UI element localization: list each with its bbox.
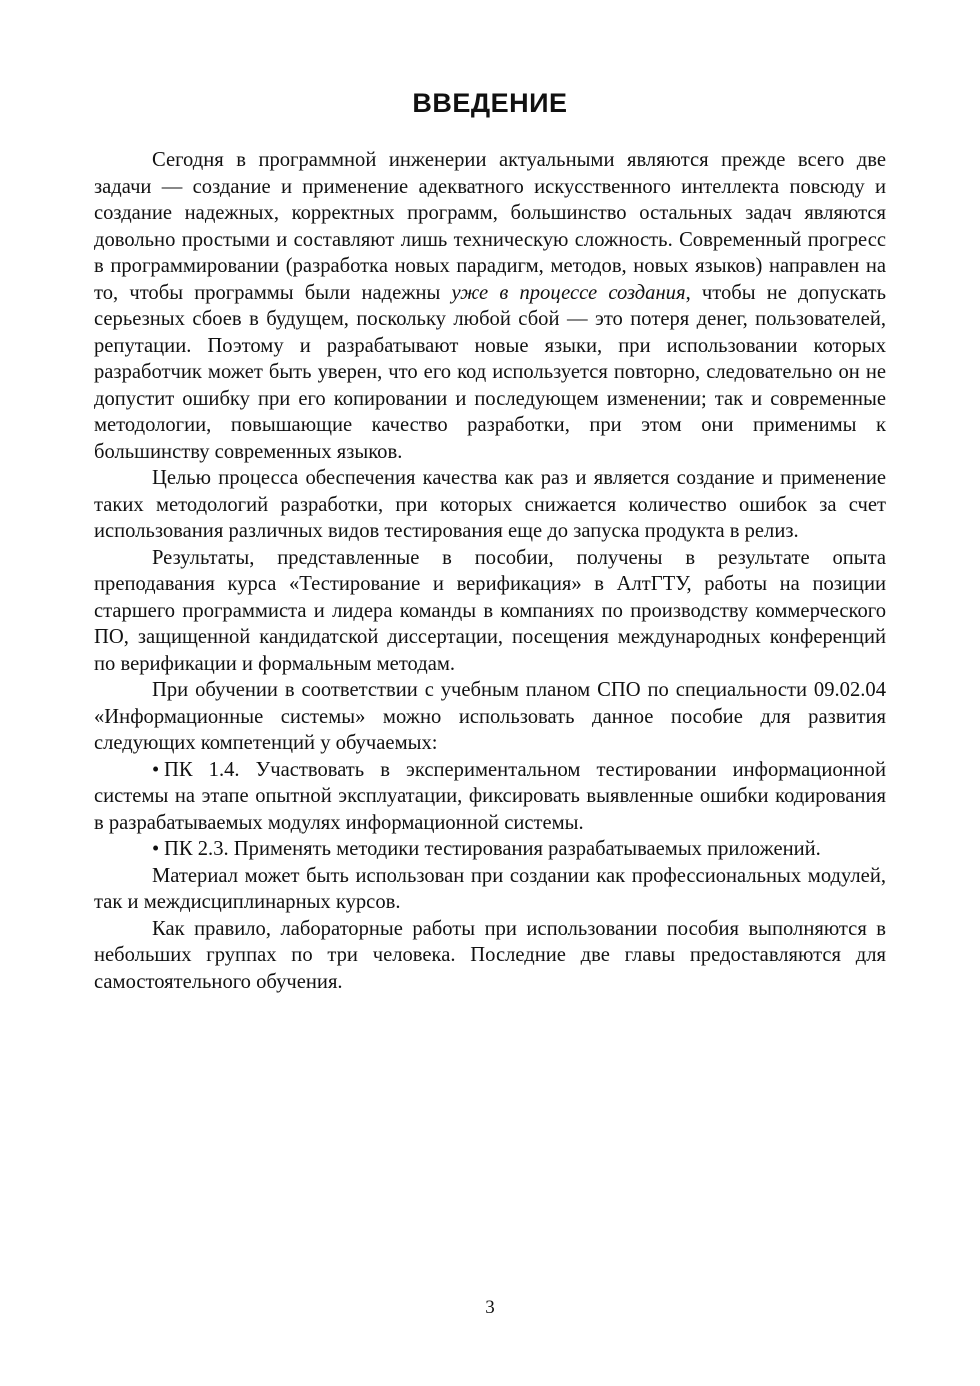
competency-text-1: ПК 1.4. Участвовать в экспериментальном тестировании информационной системы на этапе опытной эксплуатации, фиксировать выявленные ошибки кодирования в разрабатываемых модулях информационной системы. — [94, 758, 886, 834]
paragraph-intro-text-a: Сегодня в программной инженерии актуальными являются прежде всего две задачи — создание и применение адекватного искусственного интеллекта повсюду и создание надежных, корректных программ, большинство остальных задач являются довольно простыми и составляют лишь техническую сложность. Современный прогресс в программировании (разработка новых парадигм, методов, новых языков) направлен на то, чтобы программы были надежны — [94, 149, 886, 304]
competency-item-1 — [94, 757, 886, 837]
paragraph-lab-work: Как правило, лабораторные работы при использовании пособия выполняются в небольших группах по три человека. Последние две главы предоставляются для самостоятельного обучения. — [94, 917, 886, 993]
page-title: ВВЕДЕНИЕ — [412, 88, 568, 118]
competency-item-2 — [94, 836, 886, 863]
paragraph-material-usage: Материал может быть использован при создании как профессиональных модулей, так и междисциплинарных курсов. — [94, 864, 886, 913]
paragraph-results: Результаты, представленные в пособии, получены в результате опыта преподавания курса «Тестирование и верификация» в АлтГТУ, работы на позиции старшего программиста и лидера команды в компаниях по производству коммерческого ПО, защищенной кандидатской диссертации, посещения международных конференций по верификации и формальным методам. — [94, 546, 886, 675]
paragraph-curriculum: При обучении в соответствии с учебным планом СПО по специальности 09.02.04 «Информационные системы» можно использовать данное пособие для развития следующих компетенций у обучаемых: — [94, 679, 886, 754]
bullet-icon: • — [152, 758, 160, 781]
paragraph-intro — [94, 147, 886, 465]
page-number: 3 — [485, 1297, 495, 1318]
paragraph-intro-text-b: , чтобы не допускать серьезных сбоев в будущем, поскольку любой сбой — это потеря денег, пользователей, репутации. Поэтому и разрабатывают новые языки, при использовании которых разработчик может быть уверен, что его код используется повторно, следовательно он не допустит ошибку при его копировании и последующем изменении; так и современные методологии, повышающие качество разработки, при этом они применимы к большинству современных языков. — [94, 281, 886, 463]
competency-text-2: ПК 2.3. Применять методики тестирования разрабатываемых приложений. — [164, 838, 821, 860]
document-body — [94, 147, 886, 995]
paragraph-quality-goal: Целью процесса обеспечения качества как раз и является создание и применение таких методологий разработки, при которых снижается количество ошибок за счет использования различных видов тестирования еще до запуска продукта в релиз. — [94, 467, 886, 542]
bullet-icon: • — [152, 838, 160, 860]
paragraph-intro-italic: уже в процессе создания — [451, 281, 686, 304]
